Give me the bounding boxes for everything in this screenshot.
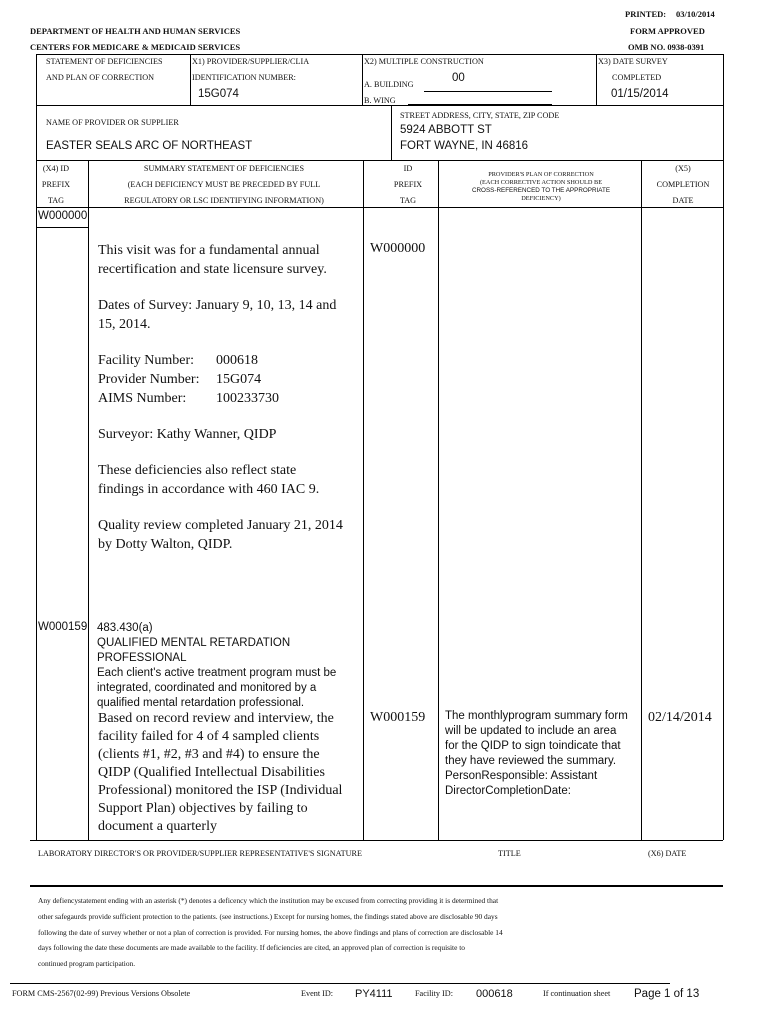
provider-number-row: Provider Number: 15G074 [98, 372, 262, 387]
page-number: Page 1 of 13 [634, 988, 700, 1000]
plan-header-4: DEFICIENCY) [521, 195, 561, 202]
summary-header-1: SUMMARY STATEMENT OF DEFICIENCIES [143, 164, 305, 173]
box2-line2: IDENTIFICATION NUMBER: [192, 73, 296, 82]
entry2-prefix-tag: W000159 [38, 621, 88, 633]
regulation-text: Each client's active treatment program must be integrated, coordinated and monitored by a qualified mental retardation professional. [97, 667, 337, 709]
entry1-quality-review-text: Quality review completed January 21, 2014 by Dotty Walton, QIDP. [98, 518, 343, 552]
plan-header-1: PROVIDER'S PLAN OF CORRECTION [488, 171, 594, 178]
box4-line1: X3) DATE SURVEY [598, 57, 668, 66]
plan-header-2: (EACH CORRECTIVE ACTION SHOULD BE [479, 179, 603, 186]
x5-header-1: (X5) [675, 164, 691, 173]
id-header-1: ID [403, 164, 413, 173]
x6-date-label: (X6) DATE [648, 849, 687, 858]
x5-header-3: DATE [672, 196, 694, 205]
footnote-line-1: Any defiencystatement ending with an asterisk (*) denotes a deficency which the institution may be excused from correcting providing it is determined that [38, 896, 499, 905]
entry1-visit-text: This visit was for a fundamental annual recertification and state licensure survey. [98, 243, 327, 277]
box1-line1: STATEMENT OF DEFICIENCIES [46, 57, 163, 66]
form-approved: FORM APPROVED [630, 26, 705, 36]
street-address: 5924 ABBOTT ST [400, 124, 492, 136]
facility-number-row: Facility Number: 000618 [98, 353, 258, 368]
building-value: 00 [452, 72, 465, 84]
entry1-prefix-tag: W000000 [38, 210, 88, 222]
provider-name: EASTER SEALS ARC OF NORTHEAST [46, 140, 253, 152]
facility-id-value: 000618 [476, 988, 513, 1000]
survey-date-value: 01/15/2014 [611, 88, 669, 100]
title-label: TITLE [498, 849, 521, 858]
centers-name: CENTERS FOR MEDICARE & MEDICAID SERVICES [30, 42, 241, 52]
event-id-label: Event ID: [301, 989, 334, 998]
entry1-state-findings-text: These deficiencies also reflect state findings in accordance with 460 IAC 9. [98, 463, 320, 497]
regulation-number: 483.430(a) [97, 622, 153, 634]
entry1-dates-text: Dates of Survey: January 9, 10, 13, 14 and 15, 2014. [98, 298, 337, 332]
omb-number: OMB NO. 0938-0391 [628, 42, 705, 52]
entry2-completion-date: 02/14/2014 [648, 710, 712, 725]
x4-header-2: PREFIX [41, 180, 71, 189]
regulation-title: QUALIFIED MENTAL RETARDATION PROFESSIONAL [97, 637, 291, 664]
footnote-line-5: continued program participation. [38, 959, 136, 968]
footnote-line-3: following the date of survey whether or not a plan of correction is provided. For nursing homes, the above findings and plans of correction are disclosable 14 [38, 928, 503, 937]
provider-id-value: 15G074 [198, 88, 239, 100]
wing-label: B. WING [364, 96, 396, 105]
continuation-label: If continuation sheet [543, 989, 611, 998]
facility-info [98, 351, 353, 408]
printed-label: PRINTED: [625, 9, 667, 19]
address-label: STREET ADDRESS, CITY, STATE, ZIP CODE [400, 111, 560, 120]
summary-header-2: (EACH DEFICIENCY MUST BE PRECEDED BY FULL [127, 180, 321, 189]
department-name: DEPARTMENT OF HEALTH AND HUMAN SERVICES [30, 26, 241, 36]
x4-header-3: TAG [47, 196, 65, 205]
plan-header-3: CROSS-REFERENCED TO THE APPROPRIATE [471, 187, 611, 194]
box3-title: X2) MULTIPLE CONSTRUCTION [364, 57, 484, 66]
id-header-3: TAG [399, 196, 417, 205]
form-number: FORM CMS-2567(02-99) Previous Versions Obsolete [12, 989, 191, 998]
entry2-finding-text: Based on record review and interview, the facility failed for 4 of 4 sampled clients (clients #1, #2, #3 and #4) to ensure the QIDP (Qualified Intellectual Disabilities Professional) monitored the ISP (Individual Support Plan) objectives by failing to document a quarterly [98, 711, 343, 834]
box4-line2: COMPLETED [612, 73, 662, 82]
entry2-id-tag: W000159 [370, 710, 426, 725]
footnote-line-2: other safegaurds provide sufficient protection to the patients. (see instructions.) Except for nursing homes, the findings stated above are disclosable 90 days [38, 912, 498, 921]
box2-line1: X1) PROVIDER/SUPPLIER/CLIA [192, 57, 310, 66]
x5-header-2: COMPLETION [656, 180, 710, 189]
event-id-value: PY4111 [355, 988, 393, 1000]
summary-header-3: REGULATORY OR LSC IDENTIFYING INFORMATION) [124, 196, 324, 205]
id-header-2: PREFIX [393, 180, 423, 189]
box1-line2: AND PLAN OF CORRECTION [46, 73, 155, 82]
aims-number-row: AIMS Number: 100233730 [98, 391, 279, 406]
entry2-regulation [97, 621, 357, 711]
provider-name-label: NAME OF PROVIDER OR SUPPLIER [46, 118, 179, 127]
entry1-surveyor-text: Surveyor: Kathy Wanner, QIDP [98, 427, 277, 442]
facility-id-label: Facility ID: [415, 989, 453, 998]
building-label: A. BUILDING [364, 80, 414, 89]
footnote-line-4: days following the date these documents are made available to the facility. If deficiencies are cited, an approved plan of correction is requisite to [38, 943, 465, 952]
x4-header-1: (X4) ID [42, 164, 70, 173]
printed-date: 03/10/2014 [676, 9, 715, 19]
entry2-plan-of-correction: The monthlyprogram summary form will be updated to include an area for the QIDP to sign toindicate that they have reviewed the summary. PersonResponsible: Assistant DirectorCompletionDate: [445, 710, 628, 797]
signature-label: LABORATORY DIRECTOR'S OR PROVIDER/SUPPLIER REPRESENTATIVE'S SIGNATURE [38, 849, 362, 858]
entry1-id-tag: W000000 [370, 241, 426, 256]
city-state-zip: FORT WAYNE, IN 46816 [400, 140, 529, 152]
